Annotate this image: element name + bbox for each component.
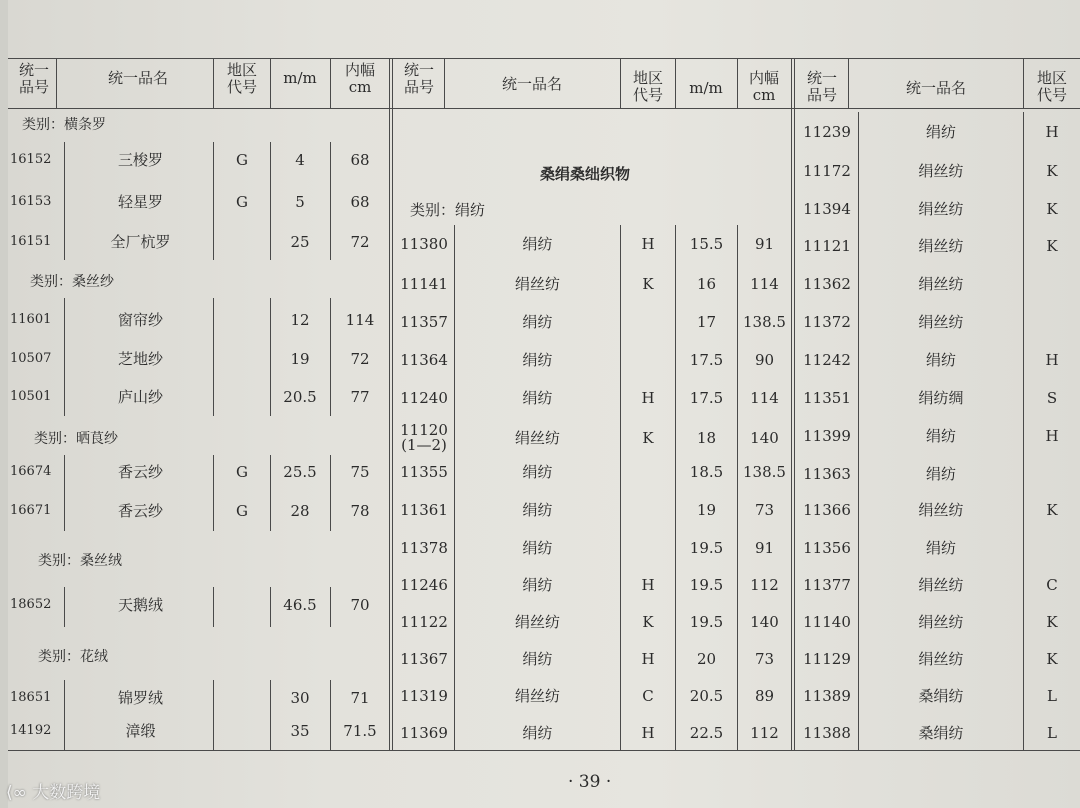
thickness-mm: 18 bbox=[696, 429, 717, 447]
header-width: 内幅 cm bbox=[344, 61, 375, 96]
region-code: C bbox=[1046, 576, 1058, 594]
item-name: 绢丝纺 bbox=[918, 501, 964, 519]
region-code: H bbox=[1045, 123, 1059, 141]
thickness-mm: 5 bbox=[295, 193, 305, 211]
category-label: 类别：晒茛纱 bbox=[34, 431, 118, 447]
item-name: 庐山纱 bbox=[117, 388, 163, 406]
inner-width-cm: 68 bbox=[350, 151, 370, 169]
inner-width-cm: 138.5 bbox=[743, 313, 786, 331]
item-code: 11357 bbox=[400, 313, 448, 331]
item-name: 绢纺 bbox=[522, 501, 553, 519]
item-name: 绢丝纺 bbox=[918, 275, 964, 293]
inner-width-cm: 114 bbox=[750, 389, 779, 407]
thickness-mm: 4 bbox=[295, 151, 305, 169]
section-category: 类别：绢纺 bbox=[410, 201, 486, 219]
body-divider bbox=[64, 142, 65, 260]
item-code: 18651 bbox=[10, 690, 52, 705]
region-code: H bbox=[641, 650, 655, 668]
header-region: 地区 代号 bbox=[632, 69, 663, 104]
thickness-mm: 17 bbox=[696, 313, 717, 331]
item-code: 11141 bbox=[400, 275, 448, 293]
item-code: 11378 bbox=[400, 539, 448, 557]
item-code: 11121 bbox=[803, 237, 851, 255]
item-code-suffix: (1—2) bbox=[401, 436, 447, 454]
item-name: 绢纺 bbox=[522, 235, 553, 253]
inner-width-cm: 75 bbox=[350, 463, 370, 481]
item-name: 轻星罗 bbox=[117, 193, 163, 211]
body-divider bbox=[64, 680, 65, 750]
region-code: H bbox=[641, 724, 655, 742]
inner-width-cm: 90 bbox=[754, 351, 775, 369]
item-name: 窗帘纱 bbox=[117, 311, 163, 329]
thickness-mm: 19 bbox=[290, 350, 310, 368]
item-code: 11246 bbox=[400, 576, 448, 594]
item-code: 11122 bbox=[400, 613, 448, 631]
item-code: 11239 bbox=[803, 123, 851, 141]
region-code: H bbox=[1045, 427, 1059, 445]
item-name: 绢丝纺 bbox=[918, 613, 964, 631]
header-mm: m/m bbox=[283, 69, 317, 87]
item-code: 18652 bbox=[10, 597, 52, 612]
inner-width-cm: 68 bbox=[350, 193, 370, 211]
region-code: S bbox=[1046, 389, 1058, 407]
item-name: 香云纱 bbox=[117, 463, 163, 481]
thickness-mm: 20 bbox=[696, 650, 717, 668]
thickness-mm: 12 bbox=[290, 311, 310, 329]
item-name: 绢丝纺 bbox=[918, 576, 964, 594]
column-group-divider bbox=[791, 58, 792, 750]
item-code: 11389 bbox=[803, 687, 851, 705]
body-divider bbox=[213, 298, 214, 416]
column-group-divider bbox=[794, 58, 795, 750]
thickness-mm: 22.5 bbox=[689, 724, 724, 742]
region-code: K bbox=[1046, 200, 1058, 218]
item-name: 三梭罗 bbox=[117, 151, 163, 169]
item-code: 11120 bbox=[400, 421, 448, 439]
item-name: 绢纺 bbox=[925, 427, 956, 445]
page-number: · 39 · bbox=[568, 772, 612, 792]
thickness-mm: 20.5 bbox=[283, 388, 317, 406]
item-name: 锦罗绒 bbox=[117, 689, 163, 707]
item-code: 11362 bbox=[803, 275, 851, 293]
header-region: 地区 代号 bbox=[1036, 69, 1067, 104]
body-divider bbox=[620, 225, 621, 750]
item-name: 绢纺 bbox=[925, 351, 956, 369]
inner-width-cm: 89 bbox=[754, 687, 775, 705]
item-name: 绢纺绸 bbox=[918, 389, 964, 407]
region-code: K bbox=[642, 613, 654, 631]
inner-width-cm: 91 bbox=[754, 235, 775, 253]
region-code: K bbox=[1046, 237, 1058, 255]
item-code: 11172 bbox=[803, 162, 851, 180]
region-code: K bbox=[1046, 501, 1058, 519]
item-code: 11394 bbox=[803, 200, 851, 218]
header-divider bbox=[56, 58, 57, 108]
category-label: 类别：桑丝纱 bbox=[30, 274, 114, 290]
item-code: 11366 bbox=[803, 501, 851, 519]
item-name: 绢纺 bbox=[925, 539, 956, 557]
item-name: 芝地纱 bbox=[117, 350, 163, 368]
category-label: 类别：花绒 bbox=[38, 649, 108, 665]
column-group-divider bbox=[389, 58, 390, 750]
item-name: 绢纺 bbox=[522, 650, 553, 668]
item-name: 绢纺 bbox=[522, 576, 553, 594]
region-code: G bbox=[236, 502, 248, 520]
region-code: L bbox=[1047, 687, 1057, 705]
document-page bbox=[8, 0, 1080, 808]
thickness-mm: 28 bbox=[290, 502, 310, 520]
inner-width-cm: 70 bbox=[350, 596, 370, 614]
category-label: 类别：桑丝绒 bbox=[38, 553, 122, 569]
region-code: H bbox=[641, 235, 655, 253]
item-name: 绢丝纺 bbox=[918, 313, 964, 331]
header-code: 统一 品号 bbox=[806, 69, 837, 104]
item-code: 10501 bbox=[10, 389, 52, 404]
item-name: 桑绢纺 bbox=[918, 687, 964, 705]
inner-width-cm: 140 bbox=[750, 429, 779, 447]
region-code: G bbox=[236, 193, 248, 211]
item-name: 漳缎 bbox=[125, 722, 156, 740]
inner-width-cm: 73 bbox=[754, 501, 775, 519]
item-code: 11240 bbox=[400, 389, 448, 407]
region-code: K bbox=[642, 429, 654, 447]
item-code: 11601 bbox=[10, 312, 52, 327]
item-name: 绢纺 bbox=[522, 313, 553, 331]
item-code: 10507 bbox=[10, 351, 52, 366]
header-region: 地区 代号 bbox=[226, 61, 257, 96]
item-code: 11377 bbox=[803, 576, 851, 594]
thickness-mm: 18.5 bbox=[689, 463, 724, 481]
item-code: 11364 bbox=[400, 351, 448, 369]
table-bottom-rule bbox=[8, 750, 1080, 751]
item-code: 14192 bbox=[10, 723, 52, 738]
table-header-rule bbox=[8, 108, 1080, 109]
item-code: 11242 bbox=[803, 351, 851, 369]
item-code: 11369 bbox=[400, 724, 448, 742]
thickness-mm: 19 bbox=[696, 501, 717, 519]
region-code: G bbox=[236, 151, 248, 169]
inner-width-cm: 112 bbox=[750, 576, 779, 594]
category-label: 类别：横条罗 bbox=[22, 117, 106, 133]
item-name: 绢纺 bbox=[522, 389, 553, 407]
inner-width-cm: 114 bbox=[750, 275, 779, 293]
thickness-mm: 30 bbox=[290, 689, 310, 707]
body-divider bbox=[213, 680, 214, 750]
header-name: 统一品名 bbox=[501, 75, 562, 93]
item-code: 16151 bbox=[10, 234, 52, 249]
item-name: 绢丝纺 bbox=[514, 275, 560, 293]
table-top-rule bbox=[8, 58, 1080, 59]
region-code: K bbox=[1046, 650, 1058, 668]
header-name: 统一品名 bbox=[905, 79, 966, 97]
item-code: 11388 bbox=[803, 724, 851, 742]
region-code: L bbox=[1047, 724, 1057, 742]
body-divider bbox=[737, 225, 738, 750]
body-divider bbox=[454, 225, 455, 750]
thickness-mm: 17.5 bbox=[689, 351, 724, 369]
inner-width-cm: 71.5 bbox=[343, 722, 377, 740]
item-code: 16153 bbox=[10, 194, 52, 209]
item-name: 绢丝纺 bbox=[514, 687, 560, 705]
region-code: G bbox=[236, 463, 248, 481]
item-code: 11356 bbox=[803, 539, 851, 557]
region-code: H bbox=[1045, 351, 1059, 369]
item-code: 16674 bbox=[10, 464, 52, 479]
body-divider bbox=[64, 455, 65, 531]
item-name: 绢纺 bbox=[522, 539, 553, 557]
region-code: C bbox=[642, 687, 654, 705]
item-name: 绢丝纺 bbox=[918, 237, 964, 255]
item-name: 绢丝纺 bbox=[514, 429, 560, 447]
item-code: 11355 bbox=[400, 463, 448, 481]
item-name: 绢纺 bbox=[522, 463, 553, 481]
thickness-mm: 19.5 bbox=[689, 539, 724, 557]
thickness-mm: 46.5 bbox=[283, 596, 317, 614]
item-name: 绢丝纺 bbox=[918, 162, 964, 180]
inner-width-cm: 72 bbox=[350, 350, 370, 368]
region-code: K bbox=[1046, 613, 1058, 631]
item-name: 天鹅绒 bbox=[117, 596, 163, 614]
item-code: 11361 bbox=[400, 501, 448, 519]
item-code: 16152 bbox=[10, 152, 52, 167]
item-code: 11351 bbox=[803, 389, 851, 407]
item-name: 桑绢纺 bbox=[918, 724, 964, 742]
inner-width-cm: 77 bbox=[350, 388, 370, 406]
inner-width-cm: 112 bbox=[750, 724, 779, 742]
thickness-mm: 35 bbox=[290, 722, 310, 740]
region-code: H bbox=[641, 576, 655, 594]
item-name: 绢纺 bbox=[925, 465, 956, 483]
inner-width-cm: 78 bbox=[350, 502, 370, 520]
body-divider bbox=[64, 587, 65, 627]
item-code: 16671 bbox=[10, 503, 52, 518]
thickness-mm: 25.5 bbox=[283, 463, 317, 481]
region-code: K bbox=[642, 275, 654, 293]
watermark-logo bbox=[6, 778, 100, 803]
watermark-text: 大数跨境 bbox=[32, 783, 101, 803]
thickness-mm: 20.5 bbox=[689, 687, 724, 705]
item-name: 绢纺 bbox=[522, 724, 553, 742]
thickness-mm: 19.5 bbox=[689, 613, 724, 631]
thickness-mm: 16 bbox=[696, 275, 717, 293]
item-code: 11319 bbox=[400, 687, 448, 705]
item-name: 绢丝纺 bbox=[918, 650, 964, 668]
item-name: 香云纱 bbox=[117, 502, 163, 520]
body-divider bbox=[675, 225, 676, 750]
item-code: 11140 bbox=[803, 613, 851, 631]
inner-width-cm: 140 bbox=[750, 613, 779, 631]
item-code: 11129 bbox=[803, 650, 851, 668]
inner-width-cm: 73 bbox=[754, 650, 775, 668]
item-code: 11380 bbox=[400, 235, 448, 253]
thickness-mm: 25 bbox=[290, 233, 310, 251]
header-width: 内幅 cm bbox=[748, 69, 779, 104]
region-code: H bbox=[641, 389, 655, 407]
region-code: K bbox=[1046, 162, 1058, 180]
header-name: 统一品名 bbox=[107, 69, 168, 87]
item-code: 11372 bbox=[803, 313, 851, 331]
item-code: 11399 bbox=[803, 427, 851, 445]
inner-width-cm: 71 bbox=[350, 689, 370, 707]
item-name: 全厂杭罗 bbox=[110, 233, 171, 251]
inner-width-cm: 138.5 bbox=[743, 463, 786, 481]
item-name: 绢纺 bbox=[925, 123, 956, 141]
header-code: 统一 品号 bbox=[18, 61, 49, 96]
body-divider bbox=[213, 587, 214, 627]
thickness-mm: 19.5 bbox=[689, 576, 724, 594]
body-divider bbox=[64, 298, 65, 416]
item-name: 绢丝纺 bbox=[918, 200, 964, 218]
inner-width-cm: 91 bbox=[754, 539, 775, 557]
thickness-mm: 17.5 bbox=[689, 389, 724, 407]
item-name: 绢纺 bbox=[522, 351, 553, 369]
watermark-icon: ⟨∞ bbox=[6, 783, 27, 803]
inner-width-cm: 114 bbox=[345, 311, 375, 329]
item-code: 11367 bbox=[400, 650, 448, 668]
thickness-mm: 15.5 bbox=[689, 235, 724, 253]
item-name: 绢丝纺 bbox=[514, 613, 560, 631]
header-mm: m/m bbox=[689, 79, 723, 97]
item-code: 11363 bbox=[803, 465, 851, 483]
header-code: 统一 品号 bbox=[403, 61, 434, 96]
inner-width-cm: 72 bbox=[350, 233, 370, 251]
section-title: 桑绢桑绌织物 bbox=[540, 165, 631, 183]
